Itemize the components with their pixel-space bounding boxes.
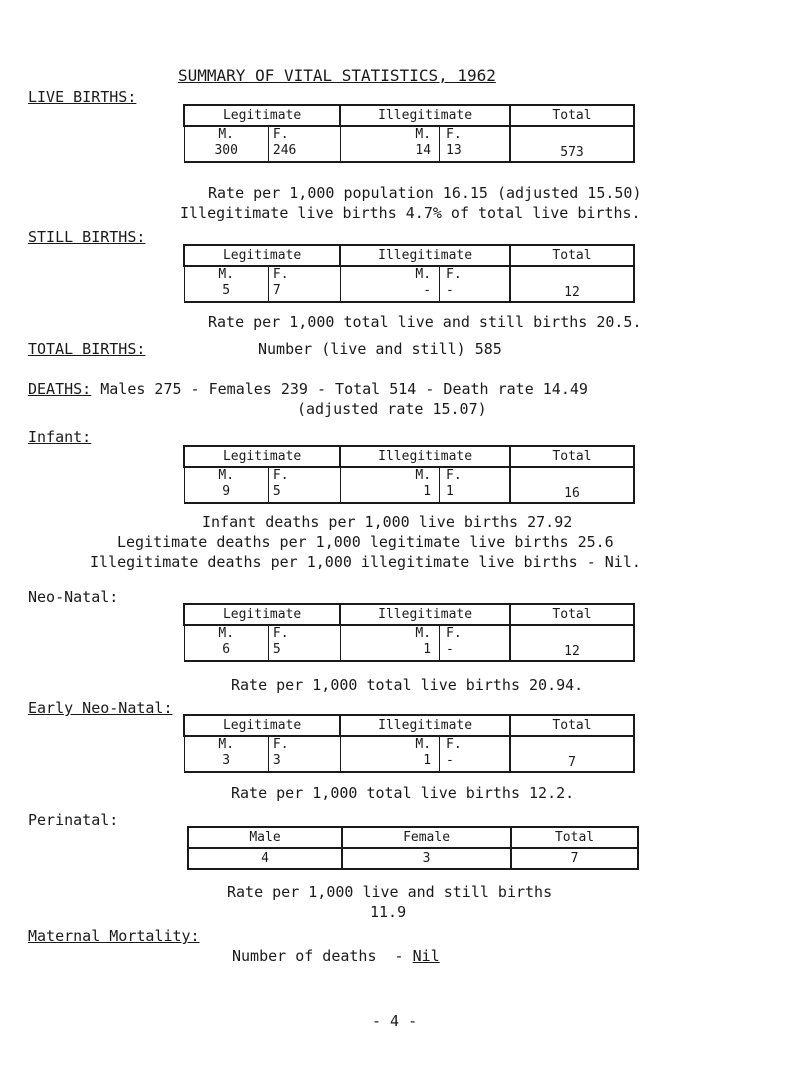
legit-female-value: 5 <box>272 484 281 499</box>
illegit-male-label: M. <box>415 737 432 752</box>
col-header-total: Total <box>511 827 638 848</box>
maternal-deaths-row <box>232 947 440 965</box>
legit-female-value: 7 <box>272 283 281 298</box>
legit-male-value: 9 <box>222 484 231 499</box>
col-header-male: Male <box>188 827 342 848</box>
total-value: 16 <box>510 467 634 503</box>
illegit-female-value: - <box>446 283 454 298</box>
maternal-mortality-label: Maternal Mortality: <box>28 927 200 945</box>
illegitimate-deaths-rate: Illegitimate deaths per 1,000 illegitimate live births - Nil. <box>90 553 641 571</box>
maternal-deaths-text: Number of deaths - <box>232 947 404 965</box>
live-births-rate: Rate per 1,000 population 16.15 (adjusted 15.50) <box>208 184 642 202</box>
female-value: 3 <box>342 848 511 869</box>
total-births-number: Number (live and still) 585 <box>258 340 502 358</box>
col-header-total: Total <box>510 715 634 736</box>
illegit-female-value: 13 <box>446 143 462 158</box>
perinatal-rate-value: 11.9 <box>370 903 407 921</box>
illegit-male-label: M. <box>415 267 432 282</box>
col-header-illegitimate: Illegitimate <box>340 245 510 266</box>
neo-natal-table <box>183 603 635 662</box>
legit-female-value: 5 <box>272 642 281 657</box>
deaths-summary: Males 275 - Females 239 - Total 514 - Death rate 14.49 <box>100 380 588 398</box>
infant-deaths-rate: Infant deaths per 1,000 live births 27.92 <box>202 513 573 531</box>
still-births-table <box>183 244 635 303</box>
page-number: - 4 - <box>372 1012 418 1030</box>
page-title: SUMMARY OF VITAL STATISTICS, 1962 <box>178 66 496 85</box>
illegit-female-label: F. <box>446 267 462 282</box>
legitimate-deaths-rate: Legitimate deaths per 1,000 legitimate live births 25.6 <box>117 533 614 551</box>
perinatal-label: Perinatal: <box>28 811 119 829</box>
col-header-female: Female <box>342 827 511 848</box>
total-value: 12 <box>510 625 634 661</box>
illegit-female-label: F. <box>446 737 462 752</box>
legit-male-label: M. <box>218 626 235 641</box>
total-value: 12 <box>510 266 634 302</box>
infant-table <box>183 445 635 504</box>
legit-female-label: F. <box>272 468 289 483</box>
col-header-illegitimate: Illegitimate <box>340 105 510 126</box>
legit-male-value: 6 <box>222 642 231 657</box>
early-neo-natal-rate: Rate per 1,000 total live births 12.2. <box>231 784 575 802</box>
still-births-label: STILL BIRTHS: <box>28 228 146 246</box>
col-header-illegitimate: Illegitimate <box>340 715 510 736</box>
illegit-male-value: 1 <box>423 642 432 657</box>
total-births-label: TOTAL BIRTHS: <box>28 340 146 358</box>
legit-male-label: M. <box>218 737 235 752</box>
early-neo-natal-table <box>183 714 635 773</box>
neo-natal-rate: Rate per 1,000 total live births 20.94. <box>231 676 584 694</box>
illegit-male-label: M. <box>415 626 432 641</box>
illegit-female-label: F. <box>446 468 462 483</box>
illegit-male-label: M. <box>415 468 432 483</box>
col-header-legitimate: Legitimate <box>184 715 340 736</box>
neo-natal-label: Neo-Natal: <box>28 588 119 606</box>
deaths-adjusted-rate: (adjusted rate 15.07) <box>297 400 487 418</box>
illegit-male-label: M. <box>415 127 432 142</box>
legit-female-label: F. <box>272 626 289 641</box>
deaths-label: DEATHS: <box>28 380 92 398</box>
illegit-female-value: 1 <box>446 484 454 499</box>
col-header-illegitimate: Illegitimate <box>340 604 510 625</box>
legit-male-value: 300 <box>214 143 238 158</box>
col-header-total: Total <box>510 446 634 467</box>
illegit-female-value: - <box>446 642 454 657</box>
perinatal-rate-text: Rate per 1,000 live and still births <box>227 883 553 901</box>
col-header-total: Total <box>510 604 634 625</box>
legit-male-value: 3 <box>222 753 231 768</box>
live-births-label: LIVE BIRTHS: <box>28 88 137 106</box>
illegit-male-value: 1 <box>423 484 432 499</box>
live-births-table <box>183 104 635 163</box>
col-header-illegitimate: Illegitimate <box>340 446 510 467</box>
col-header-total: Total <box>510 105 634 126</box>
col-header-legitimate: Legitimate <box>184 446 340 467</box>
illegit-male-value: - <box>423 283 432 298</box>
legit-female-label: F. <box>272 127 289 142</box>
illegit-female-label: F. <box>446 127 462 142</box>
total-value: 7 <box>510 736 634 772</box>
total-value: 573 <box>510 126 634 162</box>
illegit-female-label: F. <box>446 626 462 641</box>
total-value: 7 <box>511 848 638 869</box>
legit-male-value: 5 <box>222 283 231 298</box>
early-neo-natal-label: Early Neo-Natal: <box>28 699 173 717</box>
legit-male-label: M. <box>218 468 235 483</box>
illegit-male-value: 1 <box>423 753 432 768</box>
illegitimate-percentage: Illegitimate live births 4.7% of total live births. <box>180 204 641 222</box>
col-header-legitimate: Legitimate <box>184 245 340 266</box>
legit-female-value: 246 <box>272 143 297 158</box>
illegit-female-value: - <box>446 753 454 768</box>
deaths-row <box>28 380 588 398</box>
col-header-legitimate: Legitimate <box>184 105 340 126</box>
maternal-deaths-value: Nil <box>412 947 440 965</box>
col-header-total: Total <box>510 245 634 266</box>
infant-label: Infant: <box>28 428 92 446</box>
legit-male-label: M. <box>218 267 235 282</box>
legit-female-label: F. <box>272 267 289 282</box>
illegit-male-value: 14 <box>415 143 432 158</box>
perinatal-table <box>187 826 639 870</box>
col-header-legitimate: Legitimate <box>184 604 340 625</box>
legit-male-label: M. <box>218 127 235 142</box>
male-value: 4 <box>188 848 342 869</box>
legit-female-value: 3 <box>272 753 281 768</box>
legit-female-label: F. <box>272 737 289 752</box>
still-births-rate: Rate per 1,000 total live and still births 20.5. <box>208 313 642 331</box>
